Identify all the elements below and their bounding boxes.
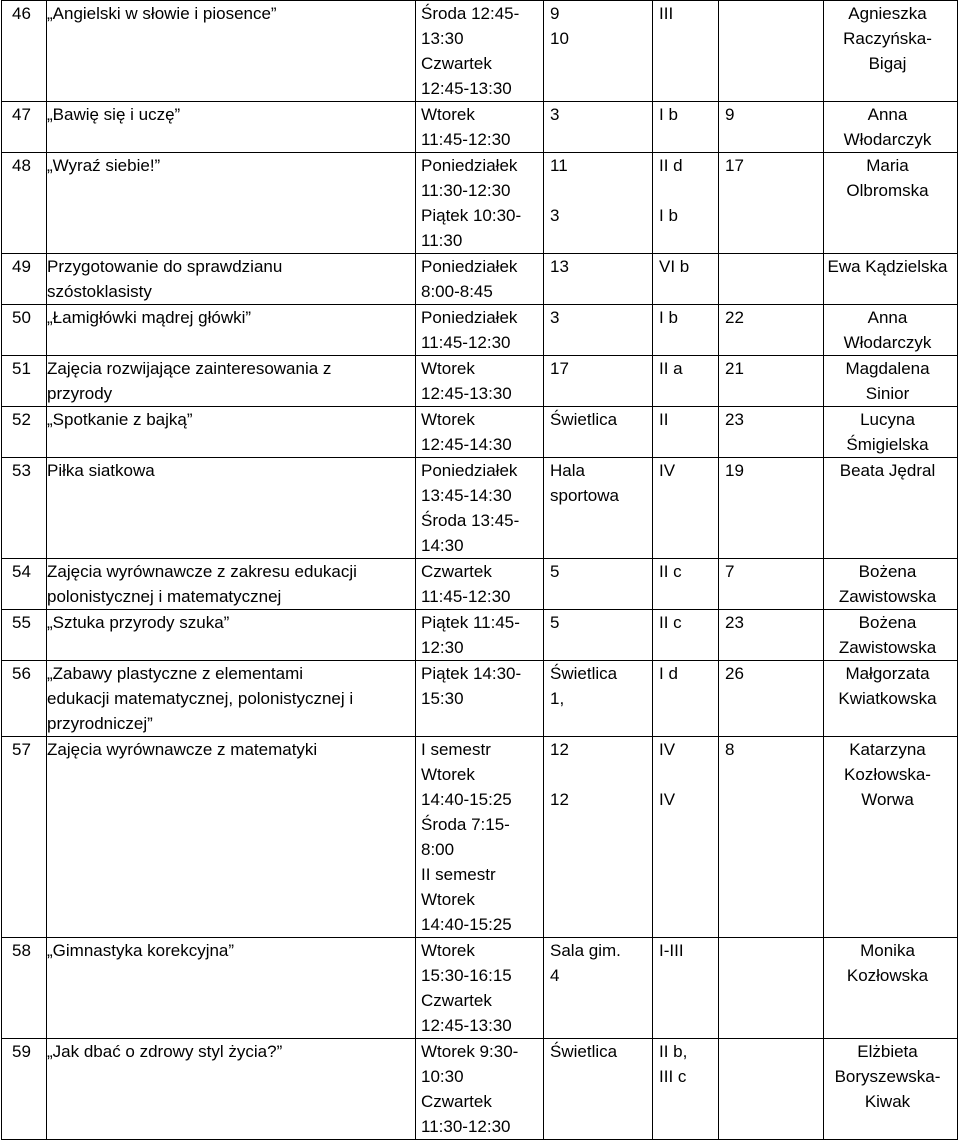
activity-class: II b, III c: [653, 1039, 719, 1140]
row-number: 49: [2, 254, 47, 305]
activity-class: II a: [653, 356, 719, 407]
activity-class: VI b: [653, 254, 719, 305]
activity-class: I d: [653, 661, 719, 737]
activity-title: „Zabawy plastyczne z elementami edukacji matematycznej, polonistycznej i przyrodniczej”: [47, 661, 416, 737]
activity-participants: 23: [719, 610, 824, 661]
activity-teacher: Katarzyna Kozłowska- Worwa: [824, 737, 958, 938]
activity-schedule: Wtorek 12:45-13:30: [416, 356, 544, 407]
activity-title: „Sztuka przyrody szuka”: [47, 610, 416, 661]
row-number: 47: [2, 102, 47, 153]
activity-participants: [719, 1039, 824, 1140]
activity-schedule: Poniedziałek 11:45-12:30: [416, 305, 544, 356]
activity-class: IV IV: [653, 737, 719, 938]
activity-participants: 9: [719, 102, 824, 153]
row-number: 59: [2, 1039, 47, 1140]
activity-room: Świetlica: [544, 1039, 653, 1140]
table-row: [2, 737, 958, 938]
table-row: [2, 153, 958, 254]
activity-participants: [719, 1, 824, 102]
table-row: [2, 458, 958, 559]
activities-table-page: [1, 0, 957, 1140]
activity-room: 17: [544, 356, 653, 407]
table-row: [2, 254, 958, 305]
activity-teacher: Lucyna Śmigielska: [824, 407, 958, 458]
activity-participants: 19: [719, 458, 824, 559]
activity-participants: 7: [719, 559, 824, 610]
activity-teacher: Maria Olbromska: [824, 153, 958, 254]
table-row: [2, 102, 958, 153]
activity-teacher: Elżbieta Boryszewska- Kiwak: [824, 1039, 958, 1140]
table-row: [2, 610, 958, 661]
activity-title: „Angielski w słowie i piosence”: [47, 1, 416, 102]
activity-title: „Bawię się i uczę”: [47, 102, 416, 153]
row-number: 52: [2, 407, 47, 458]
row-number: 51: [2, 356, 47, 407]
activity-title: Zajęcia wyrównawcze z zakresu edukacji polonistycznej i matematycznej: [47, 559, 416, 610]
activity-teacher: Małgorzata Kwiatkowska: [824, 661, 958, 737]
activity-room: 13: [544, 254, 653, 305]
table-row: [2, 661, 958, 737]
activity-schedule: Czwartek 11:45-12:30: [416, 559, 544, 610]
activity-participants: 26: [719, 661, 824, 737]
activity-room: 11 3: [544, 153, 653, 254]
activity-title: Zajęcia rozwijające zainteresowania z przyrody: [47, 356, 416, 407]
activity-title: „Jak dbać o zdrowy styl życia?”: [47, 1039, 416, 1140]
activity-schedule: Wtorek 11:45-12:30: [416, 102, 544, 153]
activity-teacher: Beata Jędral: [824, 458, 958, 559]
table-row: [2, 1, 958, 102]
activity-teacher: Anna Włodarczyk: [824, 305, 958, 356]
table-row: [2, 938, 958, 1039]
activity-participants: 22: [719, 305, 824, 356]
activity-room: 3: [544, 305, 653, 356]
activities-table: [1, 0, 958, 1140]
activity-title: „Łamigłówki mądrej główki”: [47, 305, 416, 356]
row-number: 46: [2, 1, 47, 102]
row-number: 55: [2, 610, 47, 661]
table-row: [2, 305, 958, 356]
row-number: 57: [2, 737, 47, 938]
activity-class: I-III: [653, 938, 719, 1039]
table-row: [2, 559, 958, 610]
activity-teacher: Monika Kozłowska: [824, 938, 958, 1039]
row-number: 50: [2, 305, 47, 356]
activity-room: Hala sportowa: [544, 458, 653, 559]
row-number: 58: [2, 938, 47, 1039]
activity-schedule: Poniedziałek 11:30-12:30 Piątek 10:30- 11:30: [416, 153, 544, 254]
activity-class: II d I b: [653, 153, 719, 254]
activity-room: 3: [544, 102, 653, 153]
row-number: 56: [2, 661, 47, 737]
activity-schedule: Poniedziałek 13:45-14:30 Środa 13:45- 14:30: [416, 458, 544, 559]
activity-teacher: Anna Włodarczyk: [824, 102, 958, 153]
activity-participants: [719, 254, 824, 305]
activity-teacher: Bożena Zawistowska: [824, 559, 958, 610]
activity-participants: 8: [719, 737, 824, 938]
activity-participants: 17: [719, 153, 824, 254]
activity-title: „Wyraź siebie!”: [47, 153, 416, 254]
activity-schedule: Środa 12:45- 13:30 Czwartek 12:45-13:30: [416, 1, 544, 102]
row-number: 54: [2, 559, 47, 610]
activity-title: „Spotkanie z bajką”: [47, 407, 416, 458]
activity-schedule: Wtorek 15:30-16:15 Czwartek 12:45-13:30: [416, 938, 544, 1039]
row-number: 53: [2, 458, 47, 559]
activity-class: III: [653, 1, 719, 102]
activity-participants: 23: [719, 407, 824, 458]
activity-room: 5: [544, 610, 653, 661]
activity-teacher: Ewa Kądzielska: [824, 254, 958, 305]
activity-schedule: Piątek 11:45- 12:30: [416, 610, 544, 661]
activity-room: Świetlica: [544, 407, 653, 458]
activity-title: „Gimnastyka korekcyjna”: [47, 938, 416, 1039]
activity-title: Zajęcia wyrównawcze z matematyki: [47, 737, 416, 938]
activity-class: I b: [653, 102, 719, 153]
activity-title: Piłka siatkowa: [47, 458, 416, 559]
activity-schedule: Wtorek 12:45-14:30: [416, 407, 544, 458]
activity-schedule: Piątek 14:30- 15:30: [416, 661, 544, 737]
activity-room: 12 12: [544, 737, 653, 938]
activity-class: IV: [653, 458, 719, 559]
activity-title: Przygotowanie do sprawdzianu szóstoklasisty: [47, 254, 416, 305]
activity-class: I b: [653, 305, 719, 356]
activity-room: 5: [544, 559, 653, 610]
activity-participants: 21: [719, 356, 824, 407]
activity-schedule: Poniedziałek 8:00-8:45: [416, 254, 544, 305]
activity-schedule: I semestr Wtorek 14:40-15:25 Środa 7:15- 8:00 II semestr Wtorek 14:40-15:25: [416, 737, 544, 938]
table-row: [2, 356, 958, 407]
activity-teacher: Magdalena Sinior: [824, 356, 958, 407]
row-number: 48: [2, 153, 47, 254]
activity-room: 9 10: [544, 1, 653, 102]
activity-teacher: Bożena Zawistowska: [824, 610, 958, 661]
activity-room: Świetlica 1,: [544, 661, 653, 737]
activity-participants: [719, 938, 824, 1039]
table-row: [2, 1039, 958, 1140]
activities-table-body: [2, 1, 958, 1140]
activity-teacher: Agnieszka Raczyńska- Bigaj: [824, 1, 958, 102]
activity-class: II c: [653, 610, 719, 661]
activity-room: Sala gim. 4: [544, 938, 653, 1039]
activity-class: II c: [653, 559, 719, 610]
activity-schedule: Wtorek 9:30- 10:30 Czwartek 11:30-12:30: [416, 1039, 544, 1140]
activity-class: II: [653, 407, 719, 458]
table-row: [2, 407, 958, 458]
